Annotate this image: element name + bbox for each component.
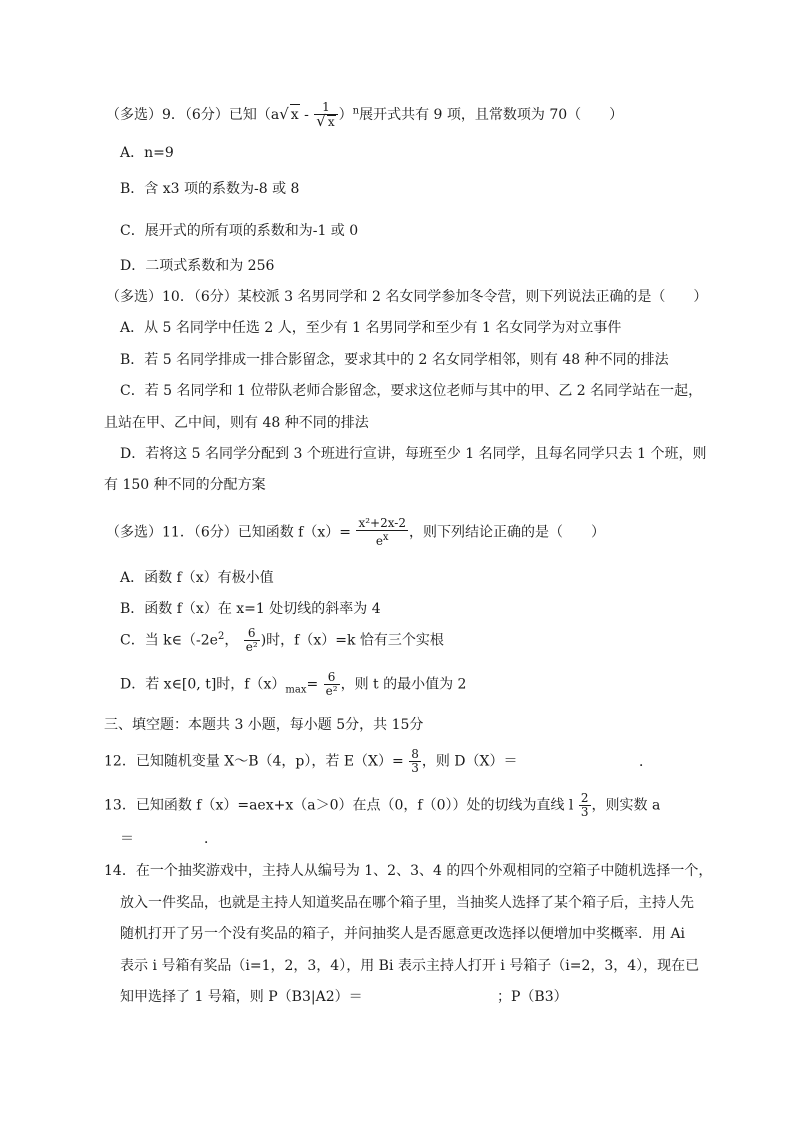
- q13-prefix: 13．已知函数 f（x）=aex+x（a＞0）在点（0，f（0））处的切线为直线 l: [104, 797, 574, 814]
- q10-option-a: A．从 5 名同学中任选 2 人，至少有 1 名男同学和至少有 1 名女同学为对立事件: [120, 320, 622, 336]
- q9-option-c: C．展开式的所有项的系数和为-1 或 0: [120, 223, 359, 239]
- q14-line2: 放入一件奖品，也就是主持人知道奖品在哪个箱子里，当抽奖人选择了某个箱子后，主持人先: [120, 895, 694, 911]
- q11-c-suffix: )时，f（x）=k 恰有三个实根: [260, 632, 444, 649]
- q9-option-b: B．含 x3 项的系数为-8 或 8: [120, 181, 300, 197]
- q12-suffix: ，则 D（X）＝: [421, 753, 518, 770]
- q11-den-exp: x: [382, 532, 389, 543]
- q13-frac-den: 3: [580, 805, 589, 819]
- q9-sqrt-x: x: [290, 104, 300, 125]
- q14-line1: 14．在一个抽奖游戏中，主持人从编号为 1、2、3、4 的四个外观相同的空箱子中随机选择一个，: [104, 863, 713, 879]
- q11-d-fraction: [324, 671, 340, 698]
- q9-coef-a: a: [270, 107, 280, 123]
- q9-option-d: D．二项式系数和为 256: [120, 258, 275, 274]
- q9-stem: [106, 101, 623, 129]
- q13-frac-num: 2: [580, 791, 589, 805]
- q11-fraction: [356, 517, 408, 548]
- q9-frac-den-x: x: [327, 115, 335, 129]
- q13-fraction: [579, 792, 591, 819]
- q9-close: ）: [338, 107, 353, 123]
- q11-c-exp: 2: [217, 631, 225, 642]
- q11-stem: [106, 517, 605, 548]
- q12-frac-num: 8: [411, 747, 419, 761]
- q11-prefix: （多选）11．（6分）已知函数 f（x）=: [106, 524, 351, 541]
- q10-option-b: B．若 5 名同学排成一排合影留念，要求其中的 2 名女同学相邻，则有 48 种不同的排法: [120, 352, 669, 368]
- q11-den-base: e: [375, 534, 383, 548]
- q11-c-frac-den: e²: [245, 640, 258, 655]
- q11-c-comma: ，: [224, 632, 239, 649]
- q11-frac-den: [356, 531, 408, 548]
- q9-prefix: （多选）9．（6分）已知（: [106, 107, 271, 123]
- q9-suffix: 展开式共有 9 项，且常数项为 70（ ）: [359, 107, 624, 123]
- q14-line3: 随机打开了另一个没有奖品的箱子，并问抽奖人是否愿意更改选择以便增加中奖概率．用 Ai: [120, 926, 686, 942]
- q11-d-eq: =: [306, 676, 319, 693]
- q14-line5-mid: ；P（B3）: [497, 989, 568, 1005]
- q11-d-suffix: ，则 t 的最小值为 2: [340, 676, 467, 693]
- q10-stem: （多选）10．（6分）某校派 3 名男同学和 2 名女同学参加冬令营，则下列说法正确的是（ ）: [106, 289, 708, 305]
- q9-frac-num: 1: [314, 101, 337, 115]
- q9-minus: -: [299, 107, 309, 123]
- q11-c-frac-num: 6: [244, 627, 260, 641]
- q9-fraction: [314, 101, 337, 129]
- q11-suffix: ，则下列结论正确的是（ ）: [408, 524, 605, 541]
- q14-line5: 知甲选择了 1 号箱，则 P（B3|A2）＝: [120, 989, 363, 1005]
- q10-option-c-line2: 且站在甲、乙中间，则有 48 种不同的排法: [104, 415, 369, 431]
- q9-option-a: A．n=9: [120, 145, 174, 161]
- q13-suffix: ，则实数 a: [591, 797, 661, 814]
- q14-line4: 表示 i 号箱有奖品（i=1，2，3，4），用 Bi 表示主持人打开 i 号箱子（i=2，3，4），现在已: [120, 958, 700, 974]
- q11-c-prefix: C．当 k∈（-2e: [120, 632, 218, 649]
- q11-d-frac-num: 6: [324, 671, 340, 685]
- q11-option-c: [120, 627, 444, 654]
- q12: [104, 748, 518, 775]
- q10-option-d-line1: D．若将这 5 名同学分配到 3 个班进行宣讲，每班至少 1 名同学，且每名同学只去 1 个班，则: [120, 446, 707, 462]
- q10-option-c-line1: C．若 5 名同学和 1 位带队老师合影留念，要求这位老师与其中的甲、乙 2 名同学站在一起，: [120, 383, 703, 399]
- q13-line1: [104, 792, 660, 819]
- q12-frac-den: 3: [411, 761, 419, 775]
- section-heading: 三、填空题：本题共 3 小题，每小题 5分，共 15分: [104, 717, 424, 733]
- q10-option-d-line2: 有 150 种不同的分配方案: [104, 477, 266, 493]
- q12-prefix: 12．已知随机变量 X～B（4，p），若 E（X）=: [104, 753, 404, 770]
- q11-option-d: [120, 671, 466, 700]
- q12-blank-end: ．: [639, 754, 653, 770]
- q11-option-b: B．函数 f（x）在 x=1 处切线的斜率为 4: [120, 601, 381, 617]
- q11-c-fraction: [244, 627, 260, 654]
- q13-line2: ＝ ．: [120, 831, 218, 847]
- q11-d-frac-den: e²: [325, 684, 338, 698]
- q12-fraction: [409, 748, 421, 775]
- q9-frac-den: √ x: [316, 112, 335, 130]
- sqrt-symbol: √: [279, 105, 289, 123]
- q11-frac-num: x²+2x-2: [358, 516, 406, 530]
- q11-d-prefix: D．若 x∈[0, t]时，f（x）: [120, 676, 286, 693]
- q11-d-sub: max: [285, 684, 307, 696]
- q11-option-a: A．函数 f（x）有极小值: [120, 570, 274, 586]
- q9-exponent-n: n: [352, 105, 360, 117]
